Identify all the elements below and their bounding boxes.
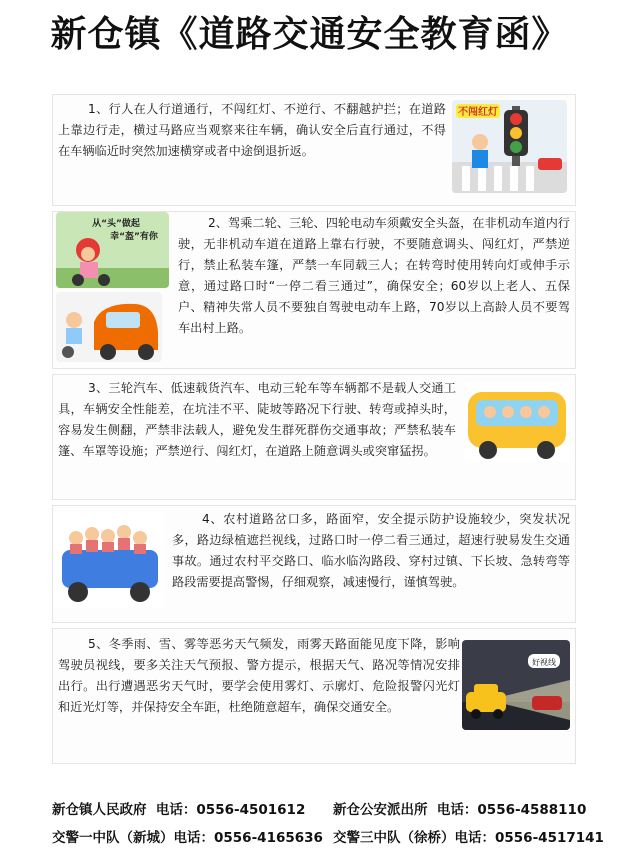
img5-caption: 好视线 xyxy=(532,658,556,667)
img2-caption-a: 从“头”做起 xyxy=(92,219,140,229)
crosswalk-illustration xyxy=(452,100,567,193)
bus-illustration xyxy=(464,382,570,462)
footer-row1-right xyxy=(333,798,586,818)
tricycle-illustration xyxy=(54,512,164,608)
phone-traffic-squad-3: 电话：0556-4517141 xyxy=(454,830,604,846)
section-1-text: 1、行人在人行道通行，不闯红灯、不逆行、不翻越护拦；在道路上靠边行走，横过马路应当观察来往车辆，确认安全后直行通过，不得在车辆临近时突然加速横穿或者中途倒退折返。 xyxy=(58,102,446,158)
scooter-car-illustration xyxy=(56,292,162,362)
org-traffic-squad-3: 交警三中队（徐桥） xyxy=(333,830,455,846)
night-driving-illustration xyxy=(462,640,570,730)
img1-caption: 不闯红灯 xyxy=(458,107,498,118)
org-traffic-squad-1: 交警一中队（新城） xyxy=(52,830,174,846)
section-4-text: 4、农村道路岔口多，路面窄，安全提示防护设施较少，突发状况多，路边绿植遮拦视线，过路口时一停二看三通过，超速行驶易发生交通事故。通过农村平交路口、临水临沟路段、穿村过镇、下长坡、急转弯等路段需要提高警惕，仔细观察，减速慢行，谨慎驾驶。 xyxy=(172,512,570,589)
section-3-text: 3、三轮汽车、低速载货汽车、电动三轮车等车辆都不是载人交通工具，车辆安全性能差，在坑洼不平、陡坡等路况下行驶、转弯或掉头时，容易发生侧翻，严禁非法载人，避免发生群死群伤交通事故；严禁私装车篷、车罩等设施；严禁逆行、闯红灯，在道路上随意调头或突窜猛拐。 xyxy=(58,381,456,458)
img2-caption-b: 幸“盔”有你 xyxy=(110,232,158,242)
org-township-government: 新仓镇人民政府 xyxy=(52,802,147,818)
footer-row1-left xyxy=(52,798,305,818)
helmet-illustration xyxy=(56,212,169,288)
org-police-station: 新仓公安派出所 xyxy=(333,802,428,818)
phone-township-government: 电话：0556-4501612 xyxy=(155,802,306,818)
footer-row2-left xyxy=(52,826,323,846)
page-title: 新仓镇《道路交通安全教育函》 xyxy=(50,14,569,55)
footer-row2-right xyxy=(333,826,604,846)
section-2-text: 2、驾乘二轮、三轮、四轮电动车须戴安全头盔，在非机动车道内行驶，无非机动车道在道路上靠右行驶，不要随意调头、闯红灯，严禁逆行，禁止私装车篷，严禁一车同载三人；在转弯时使用转向灯或伸手示意，通过路口时“一停二看三通过”，确保安全；60岁以上老人、五保户、精神失常人员不要独自驾驶电动车上路，70岁以上高龄人员不要驾车出村上路。 xyxy=(178,216,570,335)
section-5-text: 5、冬季雨、雪、雾等恶劣天气频发，雨雾天路面能见度下降，影响驾驶员视线，要多关注天气预报、警方提示，根据天气、路况等情况安排出行。出行遭遇恶劣天气时，要学会使用雾灯、示廓灯、危险报警闪光灯和近光灯等，并保持安全车距，杜绝随意超车，确保交通安全。 xyxy=(58,637,460,714)
phone-police-station: 电话：0556-4588110 xyxy=(436,802,587,818)
phone-traffic-squad-1: 电话：0556-4165636 xyxy=(173,830,323,846)
